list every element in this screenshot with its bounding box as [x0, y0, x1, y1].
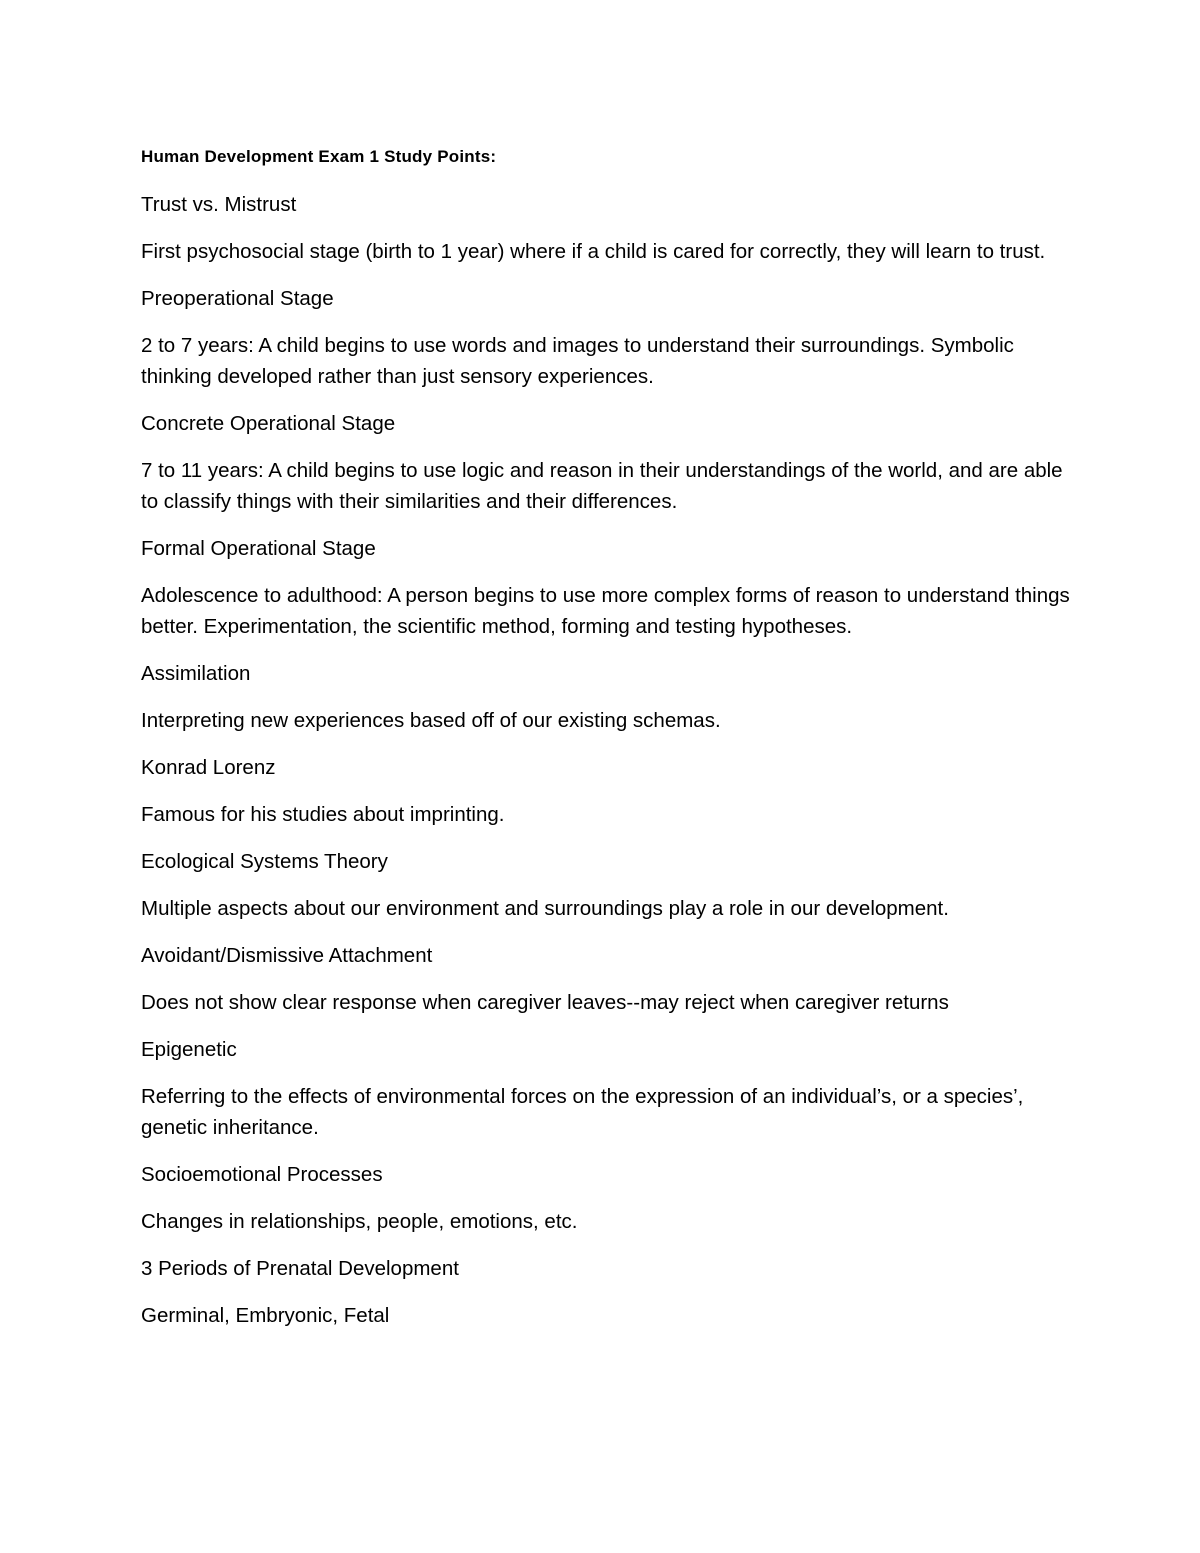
entry-definition: 2 to 7 years: A child begins to use words and images to understand their surroundings. Symbolic thinking developed rather than just sensory experiences. [141, 334, 1014, 388]
entry-definition: First psychosocial stage (birth to 1 year) where if a child is cared for correctly, they will learn to trust. [141, 240, 1046, 263]
entry-term: Konrad Lorenz [141, 756, 276, 779]
study-entry [141, 1253, 1071, 1331]
document-body [141, 145, 1071, 1347]
study-entry [141, 752, 1071, 830]
entry-definition: Famous for his studies about imprinting. [141, 803, 505, 826]
entry-term: Trust vs. Mistrust [141, 193, 297, 216]
study-entry [141, 1034, 1071, 1143]
study-entry [141, 533, 1071, 642]
study-entry [141, 283, 1071, 392]
study-entry [141, 1159, 1071, 1237]
entry-term: 3 Periods of Prenatal Development [141, 1257, 459, 1280]
entry-term: Avoidant/Dismissive Attachment [141, 944, 433, 967]
entry-term: Socioemotional Processes [141, 1163, 383, 1186]
study-entry [141, 658, 1071, 736]
document-title: Human Development Exam 1 Study Points: [141, 147, 497, 166]
study-entry [141, 846, 1071, 924]
entry-term: Concrete Operational Stage [141, 412, 396, 435]
entry-term: Preoperational Stage [141, 287, 334, 310]
entry-definition: Referring to the effects of environmental forces on the expression of an individual’s, or a species’, genetic inheritance. [141, 1085, 1024, 1139]
entry-definition: Changes in relationships, people, emotions, etc. [141, 1210, 578, 1233]
entry-definition: Adolescence to adulthood: A person begins to use more complex forms of reason to understand things better. Experimentation, the scientific method, forming and testing hypotheses. [141, 584, 1070, 638]
entry-definition: 7 to 11 years: A child begins to use logic and reason in their understandings of the world, and are able to classify things with their similarities and their differences. [141, 459, 1063, 513]
entry-term: Epigenetic [141, 1038, 237, 1061]
entry-term: Ecological Systems Theory [141, 850, 388, 873]
entry-term: Formal Operational Stage [141, 537, 376, 560]
study-entry [141, 189, 1071, 267]
entry-definition: Germinal, Embryonic, Fetal [141, 1304, 390, 1327]
entry-definition: Multiple aspects about our environment and surroundings play a role in our development. [141, 897, 949, 920]
study-entry [141, 940, 1071, 1018]
entry-definition: Does not show clear response when caregiver leaves--may reject when caregiver returns [141, 991, 949, 1014]
entry-term: Assimilation [141, 662, 251, 685]
entry-definition: Interpreting new experiences based off of our existing schemas. [141, 709, 721, 732]
study-entry [141, 408, 1071, 517]
